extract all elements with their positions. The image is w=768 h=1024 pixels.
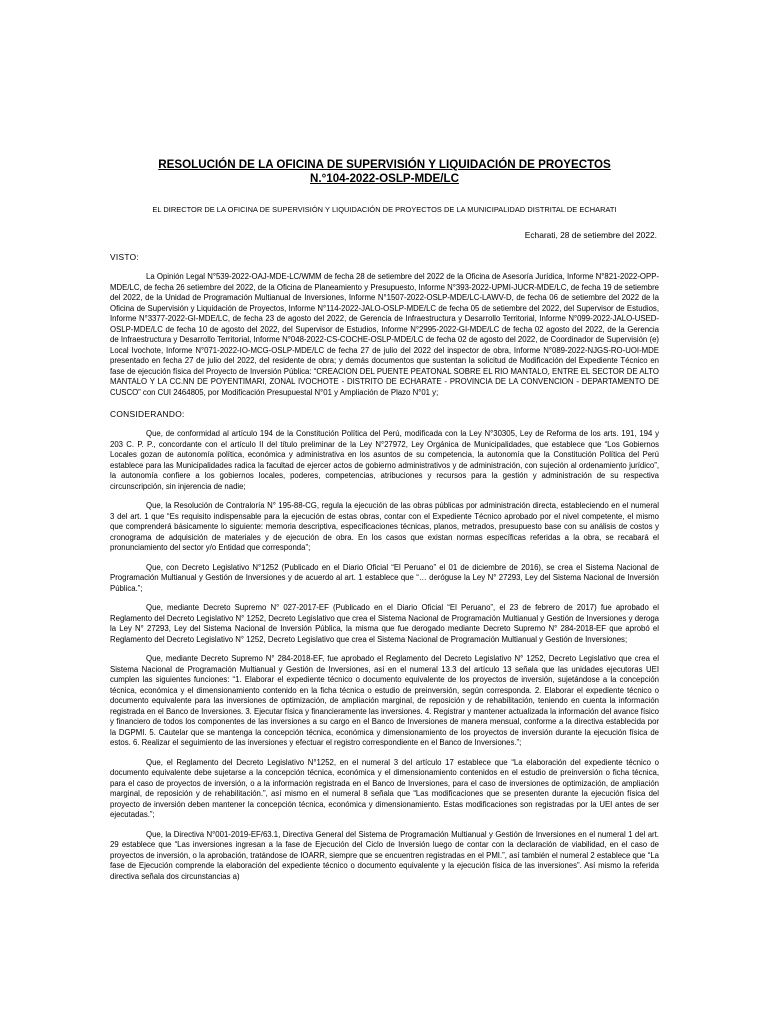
considerando-paragraph-7: Que, la Directiva N°001-2019-EF/63.1, Directiva General del Sistema de Programación Multianual y Gestión de Inversiones en el numeral 1 del art. 29 establece que “Las inversiones ingresan a la fase de Ejecución del Ciclo de Inversión luego de contar con la declaración de viabilidad, en el caso de proyectos de inversión, o la aprobación, tratándose de IOARR, siempre que se encuentren registradas en el PMI.”, así también el numeral 2 establece que “La fase de Ejecución comprende la elaboración del expediente técnico o documento equivalente y la ejecución física de las inversiones”. Así mismo la referida directiva señala dos circunstancias a)	[110, 829, 659, 881]
considerando-paragraph-6: Que, el Reglamento del Decreto Legislativo N°1252, en el numeral 3 del artículo 17 establece que “La elaboración del expediente técnico o documento equivalente debe sujetarse a la concepción técnica, económica y el dimensionamiento contenidos en el estudio de preinversión o ficha técnica, para el caso de proyectos de inversión, o a la información registrada en el Banco de Inversiones, para el caso de inversiones de optimización, de ampliación marginal, de reposición y de rehabilitación.”, así mismo en el numeral 8 señala que “Las modificaciones que se presenten durante la ejecución física del proyecto de inversión deben mantener la concepción técnica, económica y dimensionamiento. Estas modificaciones son registradas por la UEI antes de ser ejecutadas.”;	[110, 757, 659, 819]
document-title-line-1: RESOLUCIÓN DE LA OFICINA DE SUPERVISIÓN Y LIQUIDACIÓN DE PROYECTOS	[158, 158, 611, 171]
considerando-paragraph-4: Que, mediante Decreto Supremo N° 027-2017-EF (Publicado en el Diario Oficial “El Peruano”, el 23 de febrero de 2017) fue aprobado el Reglamento del Decreto Legislativo N° 1252, Decreto Legislativo que crea el Sistema Nacional de Programación Multianual y Gestión de Inversiones y deroga la Ley N° 27293, Ley del Sistema Nacional de Inversión Pública, la misma que fue derogado mediante Decreto Supremo N° 284-2018-EF que aprobó el Reglamento del Decreto Legislativo N° 1252, Decreto Legislativo que crea el Sistema Nacional de Programación Multianual y Gestión de Inversiones;	[110, 603, 659, 644]
document-date: Echarati, 28 de setiembre del 2022.	[524, 230, 657, 240]
considerando-paragraph-1: Que, de conformidad al artículo 194 de la Constitución Política del Perú, modificada con la Ley N°30305, Ley de Reforma de los arts. 191, 194 y 203 C. P. P., concordante con el artículo II del título preliminar de la Ley N°27972, Ley Orgánica de Municipalidades, que establece que “Los Gobiernos Locales gozan de autonomía política, económica y administrativa en los asuntos de su competencia, la autonomía que la Constitución Política del Perú establece para las Municipalidades radica la facultad de ejercer actos de gobierno administrativos y de administración, con sujeción al ordenamiento jurídico”, la autonomía confiere a los gobiernos locales, poderes, competencias, atribuciones y recursos para la gestión y administración de su respectiva circunscripción, sin injerencia de nadie;	[110, 429, 659, 491]
visto-heading: VISTO:	[110, 252, 140, 262]
considerando-paragraph-2: Que, la Resolución de Contraloría N° 195-88-CG, regula la ejecución de las obras públicas por administración directa, estableciendo en el numeral 3 del art. 1 que “Es requisito indispensable para la ejecución de estas obras, contar con el Expediente Técnico aprobado por el nivel competente, el mismo que comprenderá básicamente lo siguiente: memoria descriptiva, especificaciones técnicas, planos, metrados, presupuesto base con su análisis de costos y cronograma de adquisición de materiales y de ejecución de obra. En los casos que existan normas específicas referidas a la obra, se recabará el pronunciamiento del sector y/o Entidad que corresponda”;	[110, 501, 659, 552]
considerando-paragraph-5: Que, mediante Decreto Supremo N° 284-2018-EF, fue aprobado el Reglamento del Decreto Legislativo N° 1252, Decreto Legislativo que crea el Sistema Nacional de Programación Multianual y Gestión de Inversiones, así en el numeral 13.3 del artículo 13 señala que las unidades ejecutoras UEI cumplen las siguientes funciones: “1. Elaborar el expediente técnico o documento equivalente de los proyectos de inversión, sujetándose a la concepción técnica, económica y el dimensionamiento contenido en la ficha técnica o estudio de preinversión, según corresponda. 2. Elaborar el expediente técnico o documento equivalente para las inversiones de optimización, de ampliación marginal, de reposición y de rehabilitación, teniendo en cuenta la información registrada en el Banco de Inversiones. 3. Ejecutar física y financieramente las inversiones. 4. Registrar y mantener actualizada la información del avance físico y financiero de todos los componentes de las inversiones a su cargo en el Banco de Inversiones de manera mensual, conforme a la directiva establecida por la DGPMI. 5. Cautelar que se mantenga la concepción técnica, económica y dimensionamiento de los proyectos de inversión durante la ejecución física de estos. 6. Realizar el seguimiento de las inversiones y efectuar el registro correspondiente en el Banco de Inversiones.”;	[110, 654, 659, 747]
visto-paragraph: La Opinión Legal N°539-2022-OAJ-MDE-LC/WMM de fecha 28 de setiembre del 2022 de la Oficina de Asesoría Jurídica, Informe N°821-2022-OPP-MDE/LC, de fecha 26 setiembre del 2022, de la Oficina de Planeamiento y Presupuesto, Informe N°393-2022-UPMI-JUCR-MDE/LC, de fecha 19 de setiembre del 2022, de la Unidad de Programación Multianual de Inversiones, Informe N°1507-2022-OSLP-MDE/LC-LAWV-D, de fecha 06 de setiembre del 2022 de la Oficina de Supervisión y Liquidación de Proyectos, Informe N°114-2022-JALO-OSLP-MDE/LC de fecha 05 de setiembre del 2022, del Supervisor de Estudios, Informe N°3377-2022-GI-MDE/LC, de fecha 23 de agosto del 2022, de Gerencia de Infraestructura y Desarrollo Territorial, Informe N°099-2022-JALO-USED-OSLP-MDE/LC de fecha 10 de agosto del 2022, del Supervisor de Estudios, Informe N°2995-2022-GI-MDE/LC de fecha 02 agosto del 2022, de la Gerencia de Infraestructura y Desarrollo Territorial, Informe N°048-2022-CS-COCHE-OSLP-MDE/LC de fecha 02 de agosto del 2022, de Coordinador de Supervisión (e) Local Ivochote, Informe N°071-2022-IO-MCG-OSLP-MDE/LC de fecha 27 de julio del 2022 del inspector de obra, Informe N°089-2022-NJGS-RO-UOI-MDE presentado en fecha 27 de julio del 2022, del residente de obra; y demás documentos que sustentan la solicitud de Modificación del Expediente Técnico en fase de ejecución física del Proyecto de Inversión Pública: “CREACION DEL PUENTE PEATONAL SOBRE EL RIO MANTALO, ENTRE EL SECTOR DE ALTO MANTALO Y LA CC.NN DE POYENTIMARI, ZONAL IVOCHOTE - DISTRITO DE ECHARATE - PROVINCIA DE LA CONVENCION - DEPARTAMENTO DE CUSCO” con CUI 2464805, por Modificación Presupuestal N°01 y Ampliación de Plazo N°01 y;	[110, 272, 659, 397]
document-subtitle: EL DIRECTOR DE LA OFICINA DE SUPERVISIÓN Y LIQUIDACIÓN DE PROYECTOS DE LA MUNICIPALIDAD DISTRITAL DE ECHARATI	[152, 205, 617, 214]
considerando-heading: CONSIDERANDO:	[110, 409, 185, 419]
considerando-paragraph-3: Que, con Decreto Legislativo N°1252 (Publicado en el Diario Oficial “El Peruano” el 01 de diciembre de 2016), se crea el Sistema Nacional de Programación Multianual y Gestión de Inversiones y de acuerdo al art. 1 establece que “… deróguse la Ley N° 27293, Ley del Sistema Nacional de Inversión Pública.”;	[110, 562, 659, 593]
document-title-line-2: N.°104-2022-OSLP-MDE/LC	[310, 172, 459, 185]
